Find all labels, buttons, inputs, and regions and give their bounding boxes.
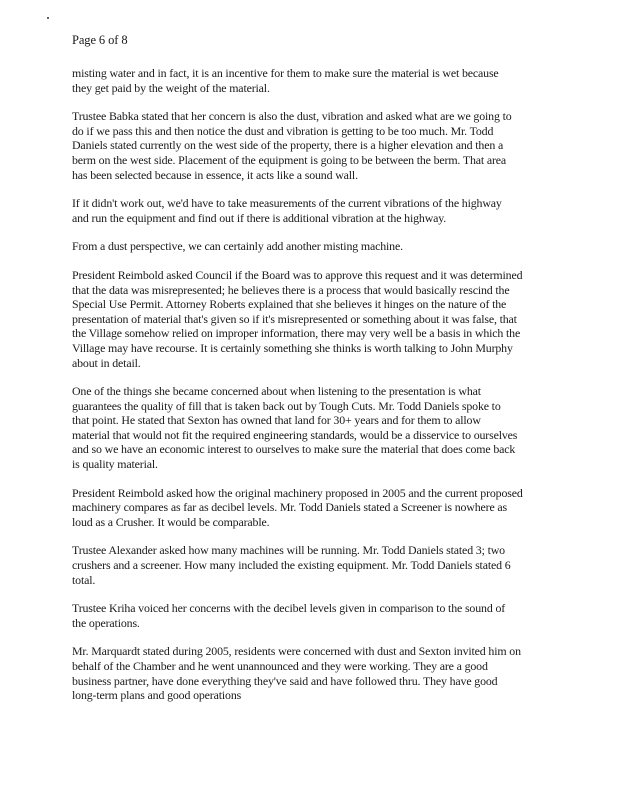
text-line: Trustee Babka stated that her concern is also the dust, vibration and asked what are we going to [72,109,512,124]
text-line: the operations. [72,615,140,630]
text-line: that point. He stated that Sexton has owned that land for 30+ years and for them to allow [72,413,481,428]
text-line: berm on the west side. Placement of the equipment is going to be between the berm. That area [72,152,507,167]
text-line: that the data was misrepresented; he believes there is a process that would basically rescind the [72,282,510,297]
text-line: From a dust perspective, we can certainly add another misting machine. [72,239,403,254]
text-line: the Village somehow relied on improper information, there may very well be a basis in which the [72,326,521,341]
scan-speck [47,17,49,19]
paragraph [72,486,558,530]
text-line: material that would not fit the required engineering standards, would be a disservice to ourselves [72,427,518,442]
paragraph [72,644,558,702]
text-line: guarantees the quality of fill that is taken back out by Tough Cuts. Mr. Todd Daniels spoke to [72,398,501,413]
text-line: Trustee Kriha voiced her concerns with the decibel levels given in comparison to the sound of [72,601,506,616]
text-line: Daniels stated currently on the west side of the property, there is a higher elevation and then a [72,138,504,153]
paragraph [72,601,558,630]
paragraph [72,239,558,254]
text-line: Mr. Marquardt stated during 2005, residents were concerned with dust and Sexton invited him on [72,644,521,659]
paragraph [72,66,558,95]
text-line: and so we have an economic interest to ourselves to make sure the material that does come back [72,442,516,457]
text-line: total. [72,572,96,587]
text-line: machinery compares as far as decibel levels. Mr. Todd Daniels stated a Screener is nowhere as [72,500,508,515]
text-line: business partner, have done everything they've said and have followed thru. They have good [72,673,498,688]
text-line: One of the things she became concerned about when listening to the presentation is what [72,384,481,399]
paragraph [72,543,558,587]
text-line: President Reimbold asked how the original machinery proposed in 2005 and the current proposed [72,485,523,500]
text-line: Village may have recourse. It is certainly something she thinks is worth talking to John Murphy [72,340,513,355]
paragraph [72,268,558,370]
text-line: Special Use Permit. Attorney Roberts explained that she believes it hinges on the nature of the [72,297,507,312]
text-line: do if we pass this and then notice the dust and vibration is getting to be too much. Mr. Todd [72,123,494,138]
text-line: misting water and in fact, it is an incentive for them to make sure the material is wet because [72,66,499,80]
page-number-header: Page 6 of 8 [72,33,128,47]
text-line: loud as a Crusher. It would be comparable. [72,514,270,529]
text-line: and run the equipment and find out if there is additional vibration at the highway. [72,210,447,225]
text-line: they get paid by the weight of the material. [72,80,270,95]
paragraph [72,196,558,225]
text-line: presentation of material that's given so if it's misrepresented or something about it was false, that [72,311,517,326]
text-line: about in detail. [72,355,141,370]
document-body [72,66,558,717]
text-line: President Reimbold asked Council if the Board was to approve this request and it was determined [72,267,523,282]
text-line: crushers and a screener. How many included the existing equipment. Mr. Todd Daniels stated 6 [72,558,511,573]
text-line: If it didn't work out, we'd have to take measurements of the current vibrations of the highway [72,196,502,211]
text-line: behalf of the Chamber and he went unannounced and they were working. They are a good [72,659,488,673]
text-line: Trustee Alexander asked how many machines will be running. Mr. Todd Daniels stated 3; two [72,543,505,558]
paragraph [72,384,558,472]
text-line: has been selected because in essence, it acts like a sound wall. [72,167,358,182]
paragraph [72,109,558,182]
text-line: long-term plans and good operations [72,688,242,703]
text-line: is quality material. [72,457,158,472]
